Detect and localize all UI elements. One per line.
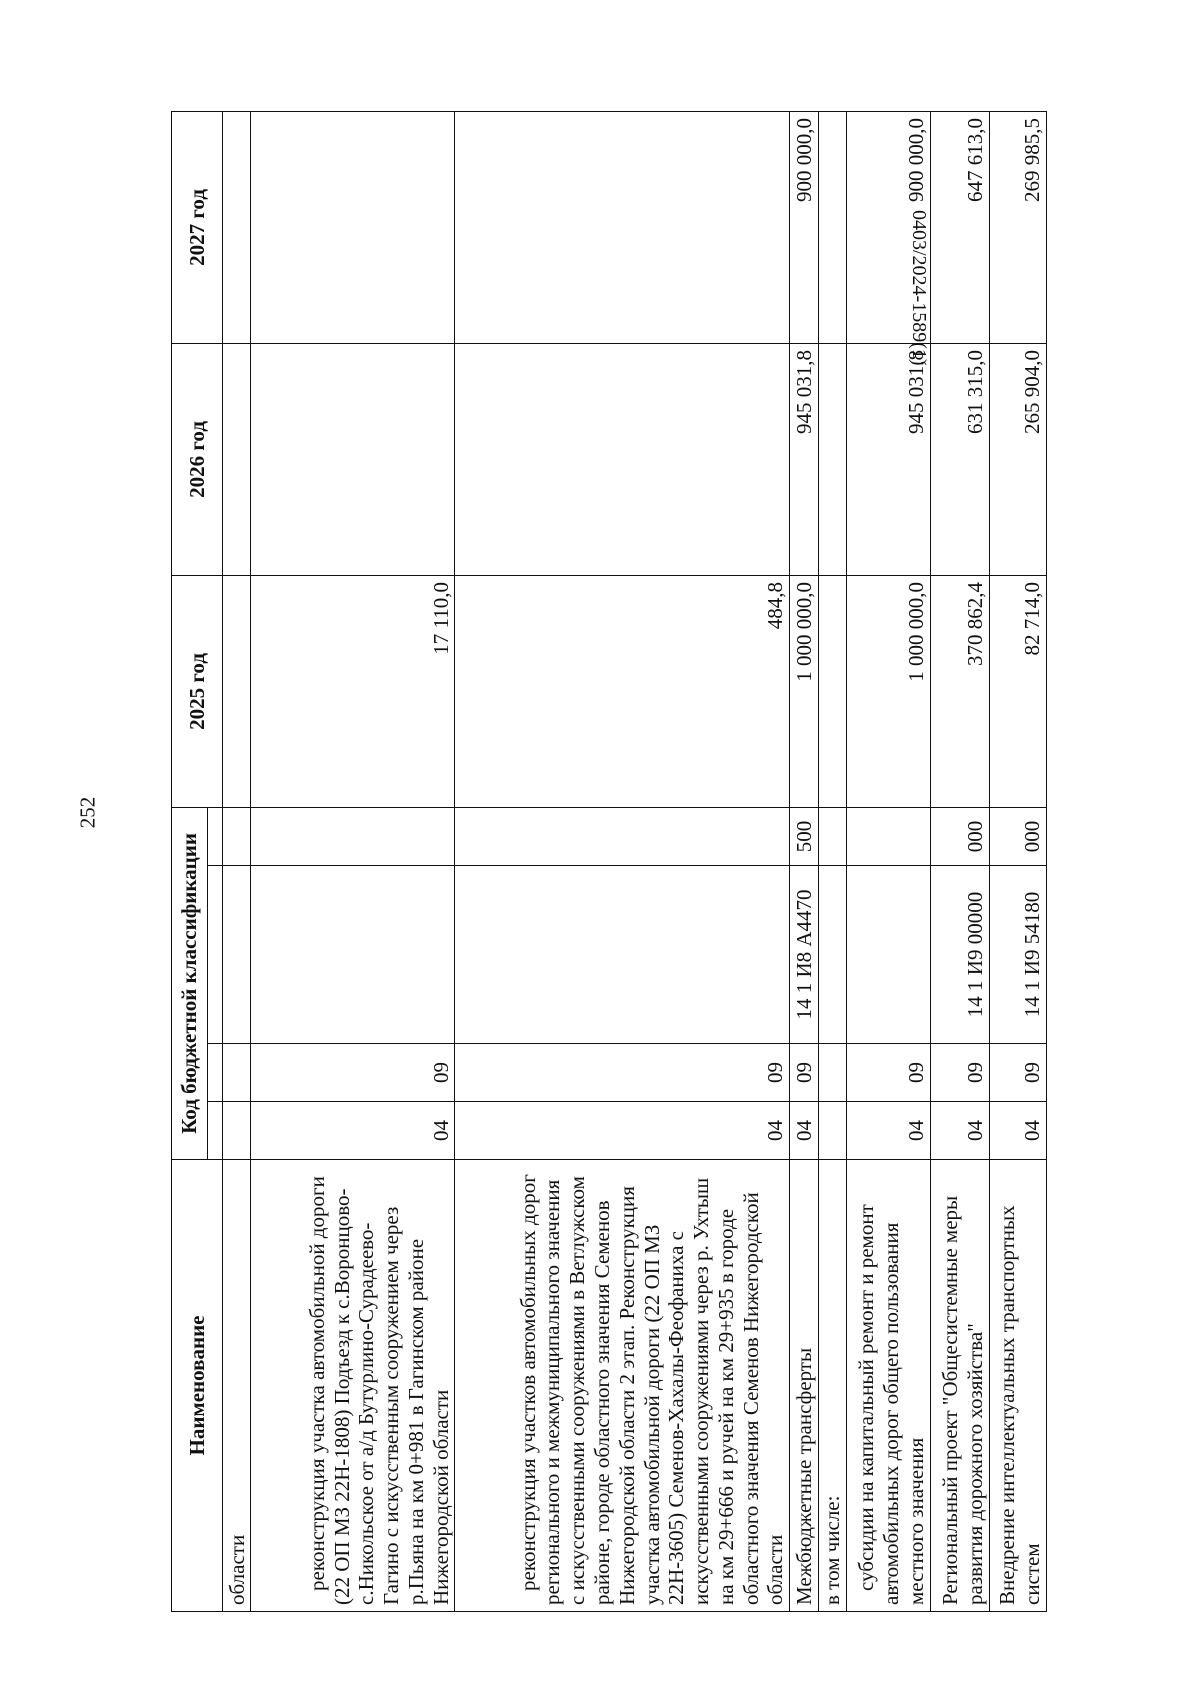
row-value-2025: 82 714,0 (989, 575, 1046, 807)
row-code-subsection (223, 1044, 251, 1102)
row-code-type: 000 (930, 807, 989, 865)
row-code-target: 14 1 И9 00000 (930, 866, 989, 1044)
row-value-2026 (818, 343, 846, 575)
table-row (818, 111, 846, 1611)
header-2027: 2027 год (172, 111, 223, 343)
row-code-type (223, 807, 251, 865)
header-sub-cell (208, 1044, 223, 1102)
row-code-subsection: 09 (251, 1044, 455, 1102)
row-name: реконструкция участка автомобильной дороги (22 ОП МЗ 22Н-1808) Подъезд к с.Воронцово-с.Никольское от а/д Бутурлино-Сурадеево-Гагино с искусственным сооружением через р.Пьяна на км 0+981 в Гагинском районе Нижегородской области (251, 1160, 455, 1612)
row-value-2025: 17 110,0 (251, 575, 455, 807)
table-row (223, 111, 251, 1611)
document-code: 0403/2024-1589(1) (908, 210, 930, 366)
row-code-section: 04 (846, 1102, 930, 1160)
row-value-2026 (455, 343, 790, 575)
row-code-type: 000 (989, 807, 1046, 865)
row-value-2026 (251, 343, 455, 575)
row-code-section: 04 (251, 1102, 455, 1160)
row-value-2026: 945 031,8 (790, 343, 819, 575)
row-value-2027 (223, 111, 251, 343)
row-code-target (846, 866, 930, 1044)
row-value-2027 (818, 111, 846, 343)
row-code-target: 14 1 И8 А4470 (790, 866, 819, 1044)
row-name: Межбюджетные трансферты (790, 1160, 819, 1612)
row-name: Региональный проект "Общесистемные меры развития дорожного хозяйства" (930, 1160, 989, 1612)
row-code-subsection: 09 (846, 1044, 930, 1102)
row-name: реконструкция участков автомобильных дорог регионального и межмуниципального значения с искусственными сооружениями в Ветлужском районе, городе областного значения Семенов Нижегородской области 2 этап. Реконструкция участка автомобильной дороги (22 ОП МЗ 22Н-3605) Семенов-Хахалы-Феофаниха с искусственными сооружениями через р. Ухтыш на км 29+666 и ручей на км 29+935 в городе областного значения Семенов Нижегородской области (455, 1160, 790, 1612)
row-value-2025 (223, 575, 251, 807)
row-code-section (223, 1102, 251, 1160)
row-name: субсидии на капитальный ремонт и ремонт автомобильных дорог общего пользования местного значения (846, 1160, 930, 1612)
row-code-section: 04 (930, 1102, 989, 1160)
row-value-2027: 900 000,0 (846, 111, 930, 343)
budget-table (171, 111, 1047, 1612)
row-value-2026 (223, 343, 251, 575)
row-value-2025: 484,8 (455, 575, 790, 807)
row-value-2027 (455, 111, 790, 343)
row-code-section: 04 (455, 1102, 790, 1160)
header-2025: 2025 год (172, 575, 223, 807)
rotated-table-wrapper (171, 112, 1047, 1612)
table-row (790, 111, 819, 1611)
row-value-2026: 631 315,0 (930, 343, 989, 575)
row-code-target (818, 866, 846, 1044)
header-sub-cell (208, 807, 223, 865)
row-value-2026: 945 031,8 (846, 343, 930, 575)
table-row (930, 111, 989, 1611)
table-row (989, 111, 1046, 1611)
row-value-2027 (251, 111, 455, 343)
row-value-2027: 647 613,0 (930, 111, 989, 343)
row-code-type (455, 807, 790, 865)
header-code: Код бюджетной классификации (172, 807, 208, 1159)
row-code-section (818, 1102, 846, 1160)
header-row (172, 111, 208, 1611)
table-row (455, 111, 790, 1611)
row-code-type (846, 807, 930, 865)
table-row (846, 111, 930, 1611)
row-code-target (223, 866, 251, 1044)
row-value-2025: 1 000 000,0 (846, 575, 930, 807)
row-value-2025: 1 000 000,0 (790, 575, 819, 807)
row-name: в том числе: (818, 1160, 846, 1612)
row-code-section: 04 (989, 1102, 1046, 1160)
row-code-subsection: 09 (989, 1044, 1046, 1102)
row-value-2026: 265 904,0 (989, 343, 1046, 575)
header-sub-cell (208, 1102, 223, 1160)
row-code-target: 14 1 И9 54180 (989, 866, 1046, 1044)
row-code-subsection (818, 1044, 846, 1102)
row-code-type (251, 807, 455, 865)
row-value-2027: 900 000,0 (790, 111, 819, 343)
row-code-section: 04 (790, 1102, 819, 1160)
row-name: Внедрение интеллектуальных транспортных систем (989, 1160, 1046, 1612)
row-value-2025 (818, 575, 846, 807)
row-code-type: 500 (790, 807, 819, 865)
table-row (251, 111, 455, 1611)
row-code-target (455, 866, 790, 1044)
row-value-2027: 269 985,5 (989, 111, 1046, 343)
row-code-target (251, 866, 455, 1044)
page-number: 252 (75, 796, 100, 829)
row-code-subsection: 09 (455, 1044, 790, 1102)
header-name: Наименование (172, 1160, 223, 1612)
header-sub-cell (208, 866, 223, 1044)
header-2026: 2026 год (172, 343, 223, 575)
row-value-2025: 370 862,4 (930, 575, 989, 807)
row-name: области (223, 1160, 251, 1612)
row-code-subsection: 09 (790, 1044, 819, 1102)
row-code-type (818, 807, 846, 865)
row-code-subsection: 09 (930, 1044, 989, 1102)
